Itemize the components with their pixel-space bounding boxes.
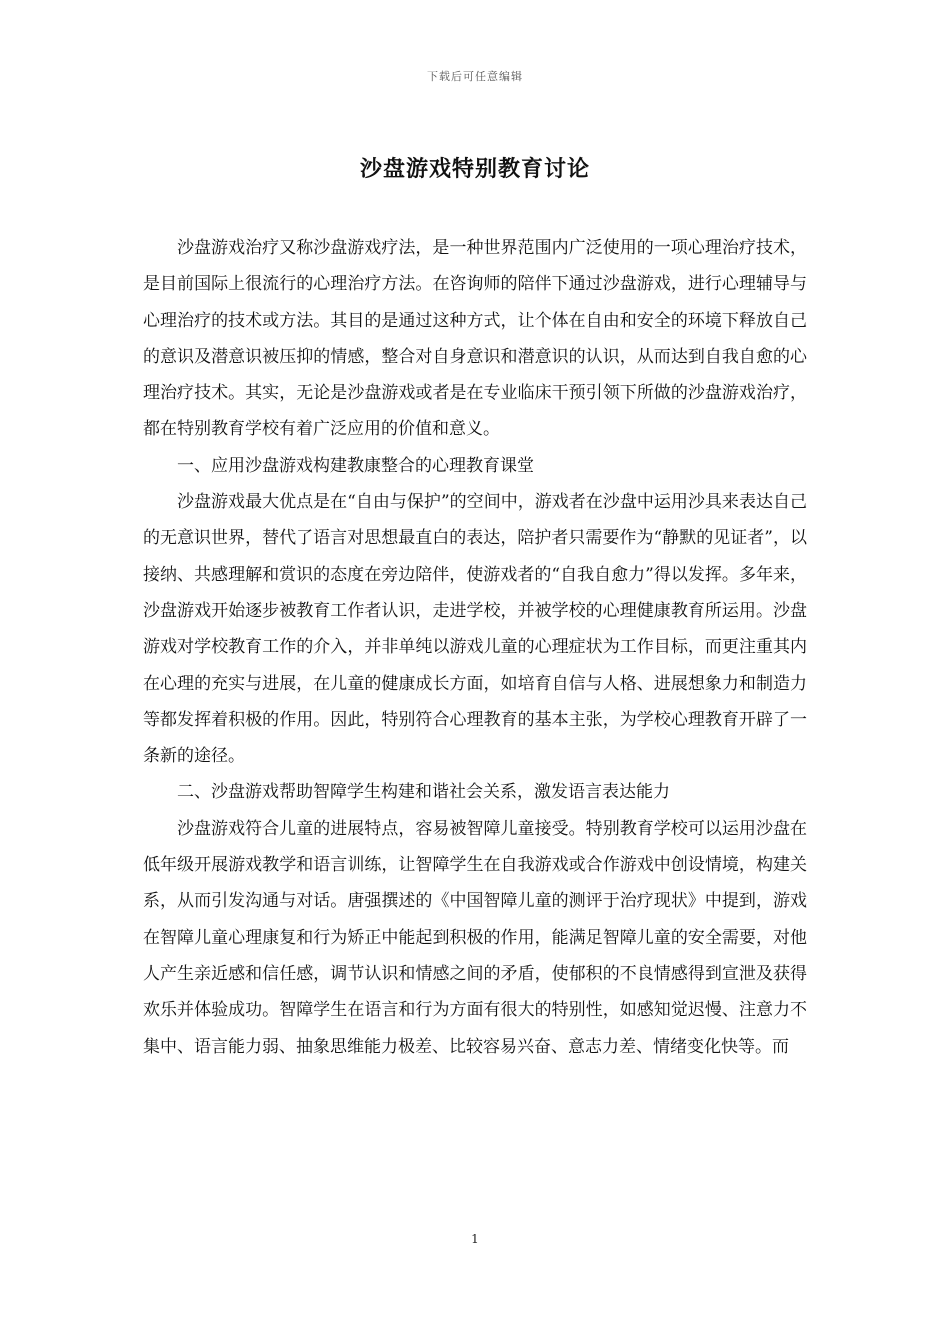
document-body xyxy=(143,230,807,1065)
header-note: 下载后可任意编辑 xyxy=(427,70,523,83)
document-title: 沙盘游戏特别教育讨论 xyxy=(359,156,590,182)
page-number: 1 xyxy=(471,1232,479,1246)
section-heading-2: 二、沙盘游戏帮助智障学生构建和谐社会关系，激发语言表达能力 xyxy=(177,782,670,803)
paragraph-section-1: 沙盘游戏最大优点是在“自由与保护”的空间中，游戏者在沙盘中运用沙具来表达自己的无意识世界，替代了语言对思想最直白的表达，陪护者只需要作为“静默的见证者”，以接纳、共感理解和赏识的态度在旁边陪伴，使游戏者的“自我自愈力”得以发挥。多年来，沙盘游戏开始逐步被教育工作者认识，走进学校，并被学校的心理健康教育所运用。沙盘游戏对学校教育工作的介入，并非单纯以游戏儿童的心理症状为工作目标，而更注重其内在心理的充实与进展，在儿童的健康成长方面，如培育自信与人格、进展想象力和制造力等都发挥着积极的作用。因此，特别符合心理教育的基本主张，为学校心理教育开辟了一条新的途径。 xyxy=(143,492,807,767)
section-heading-1: 一、应用沙盘游戏构建教康整合的心理教育课堂 xyxy=(177,455,534,476)
paragraph-intro: 沙盘游戏治疗又称沙盘游戏疗法，是一种世界范围内广泛使用的一项心理治疗技术，是目前国际上很流行的心理治疗方法。在咨询师的陪伴下通过沙盘游戏，进行心理辅导与心理治疗的技术或方法。其目的是通过这种方式，让个体在自由和安全的环境下释放自己的意识及潜意识被压抑的情感，整合对自身意识和潜意识的认识，从而达到自我自愈的心理治疗技术。其实，无论是沙盘游戏或者是在专业临床干预引领下所做的沙盘游戏治疗，都在特别教育学校有着广泛应用的价值和意义。 xyxy=(143,238,807,440)
paragraph-section-2: 沙盘游戏符合儿童的进展特点，容易被智障儿童接受。特别教育学校可以运用沙盘在低年级开展游戏教学和语言训练，让智障学生在自我游戏或合作游戏中创设情境，构建关系，从而引发沟通与对话。唐强撰述的《中国智障儿童的测评于治疗现状》中提到，游戏在智障儿童心理康复和行为矫正中能起到积极的作用，能满足智障儿童的安全需要，对他人产生亲近感和信任感，调节认识和情感之间的矛盾，使郁积的不良情感得到宣泄及获得欢乐并体验成功。智障学生在语言和行为方面有很大的特别性，如感知觉迟慢、注意力不集中、语言能力弱、抽象思维能力极差、比较容易兴奋、意志力差、情绪变化快等。而 xyxy=(143,818,807,1057)
